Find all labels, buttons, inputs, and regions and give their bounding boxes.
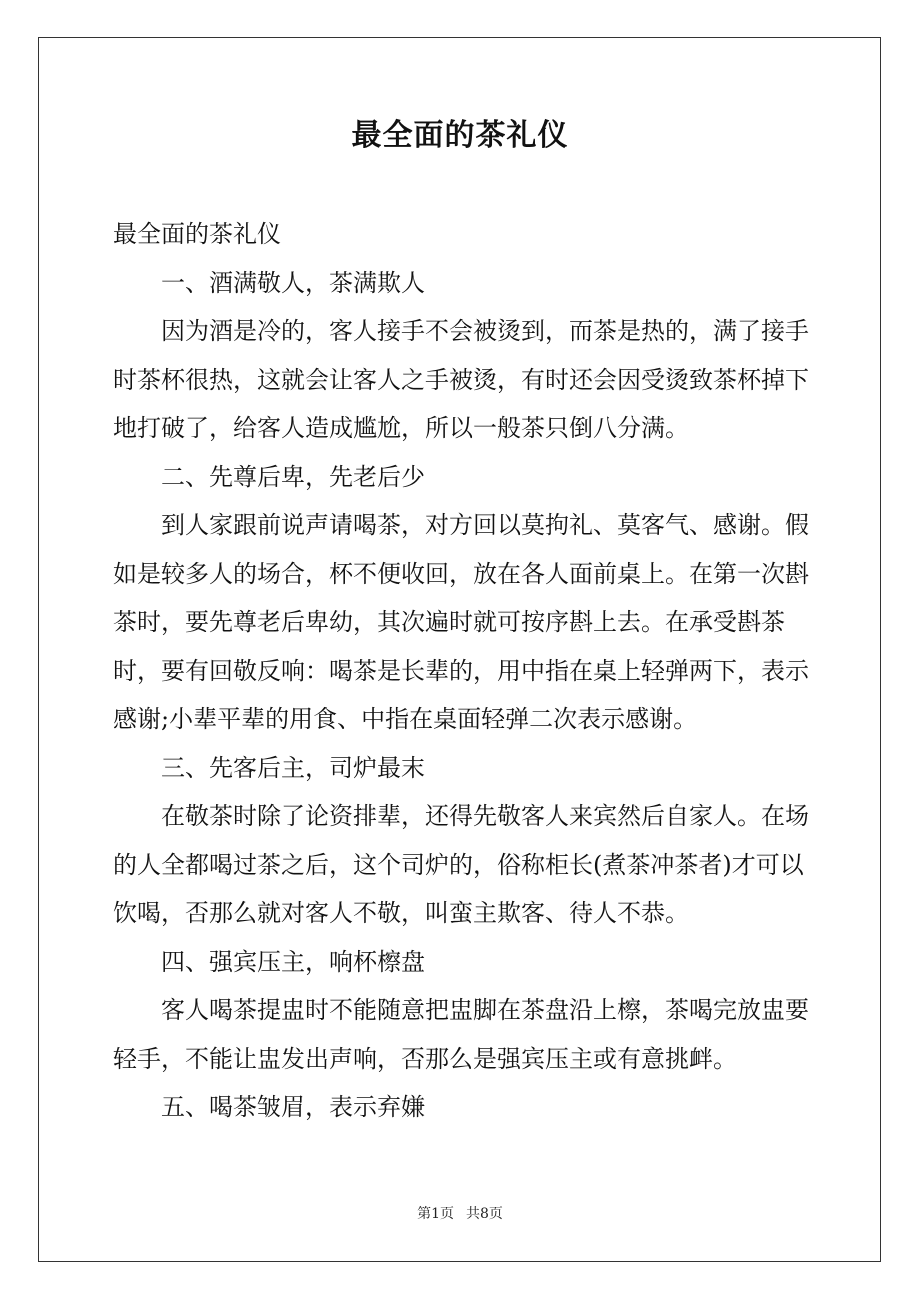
body-paragraph: 在敬茶时除了论资排辈，还得先敬客人来宾然后自家人。在场的人全都喝过茶之后，这个司炉的，俗称柜长(煮茶冲茶者)才可以饮喝，否那么就对客人不敬，叫蛮主欺客、待人不恭。 (113, 802, 809, 927)
section-heading: 二、先尊后卑，先老后少 (161, 462, 425, 491)
page-total: 共8页 (466, 1206, 503, 1222)
document-title: 最全面的茶礼仪 (351, 118, 569, 153)
body-paragraph: 客人喝茶提盅时不能随意把盅脚在茶盘沿上檫，茶喝完放盅要轻手，不能让盅发出声响，否那么是强宾压主或有意挑衅。 (113, 996, 809, 1073)
section-heading: 三、先客后主，司炉最末 (161, 753, 425, 782)
section-heading: 一、酒满敬人，茶满欺人 (161, 268, 425, 297)
section-heading: 四、强宾压主，响杯檫盘 (161, 947, 425, 976)
document-body (113, 210, 809, 1132)
section-heading: 五、喝茶皱眉，表示弃嫌 (161, 1093, 425, 1121)
body-paragraph: 最全面的茶礼仪 (113, 220, 281, 248)
page-number: 第1页 (417, 1206, 454, 1222)
body-paragraph: 到人家跟前说声请喝茶，对方回以莫拘礼、莫客气、感谢。假如是较多人的场合，杯不便收回，放在各人面前桌上。在第一次斟茶时，要先尊老后卑幼，其次遍时就可按序斟上去。在承受斟茶时，要有回敬反响：喝茶是长辈的，用中指在桌上轻弹两下，表示感谢;小辈平辈的用食、中指在桌面轻弹二次表示感谢。 (113, 511, 809, 733)
page-footer (0, 1204, 920, 1224)
body-paragraph: 因为酒是冷的，客人接手不会被烫到，而茶是热的，满了接手时茶杯很热，这就会让客人之手被烫，有时还会因受烫致茶杯掉下地打破了，给客人造成尴尬，所以一般茶只倒八分满。 (113, 317, 809, 442)
